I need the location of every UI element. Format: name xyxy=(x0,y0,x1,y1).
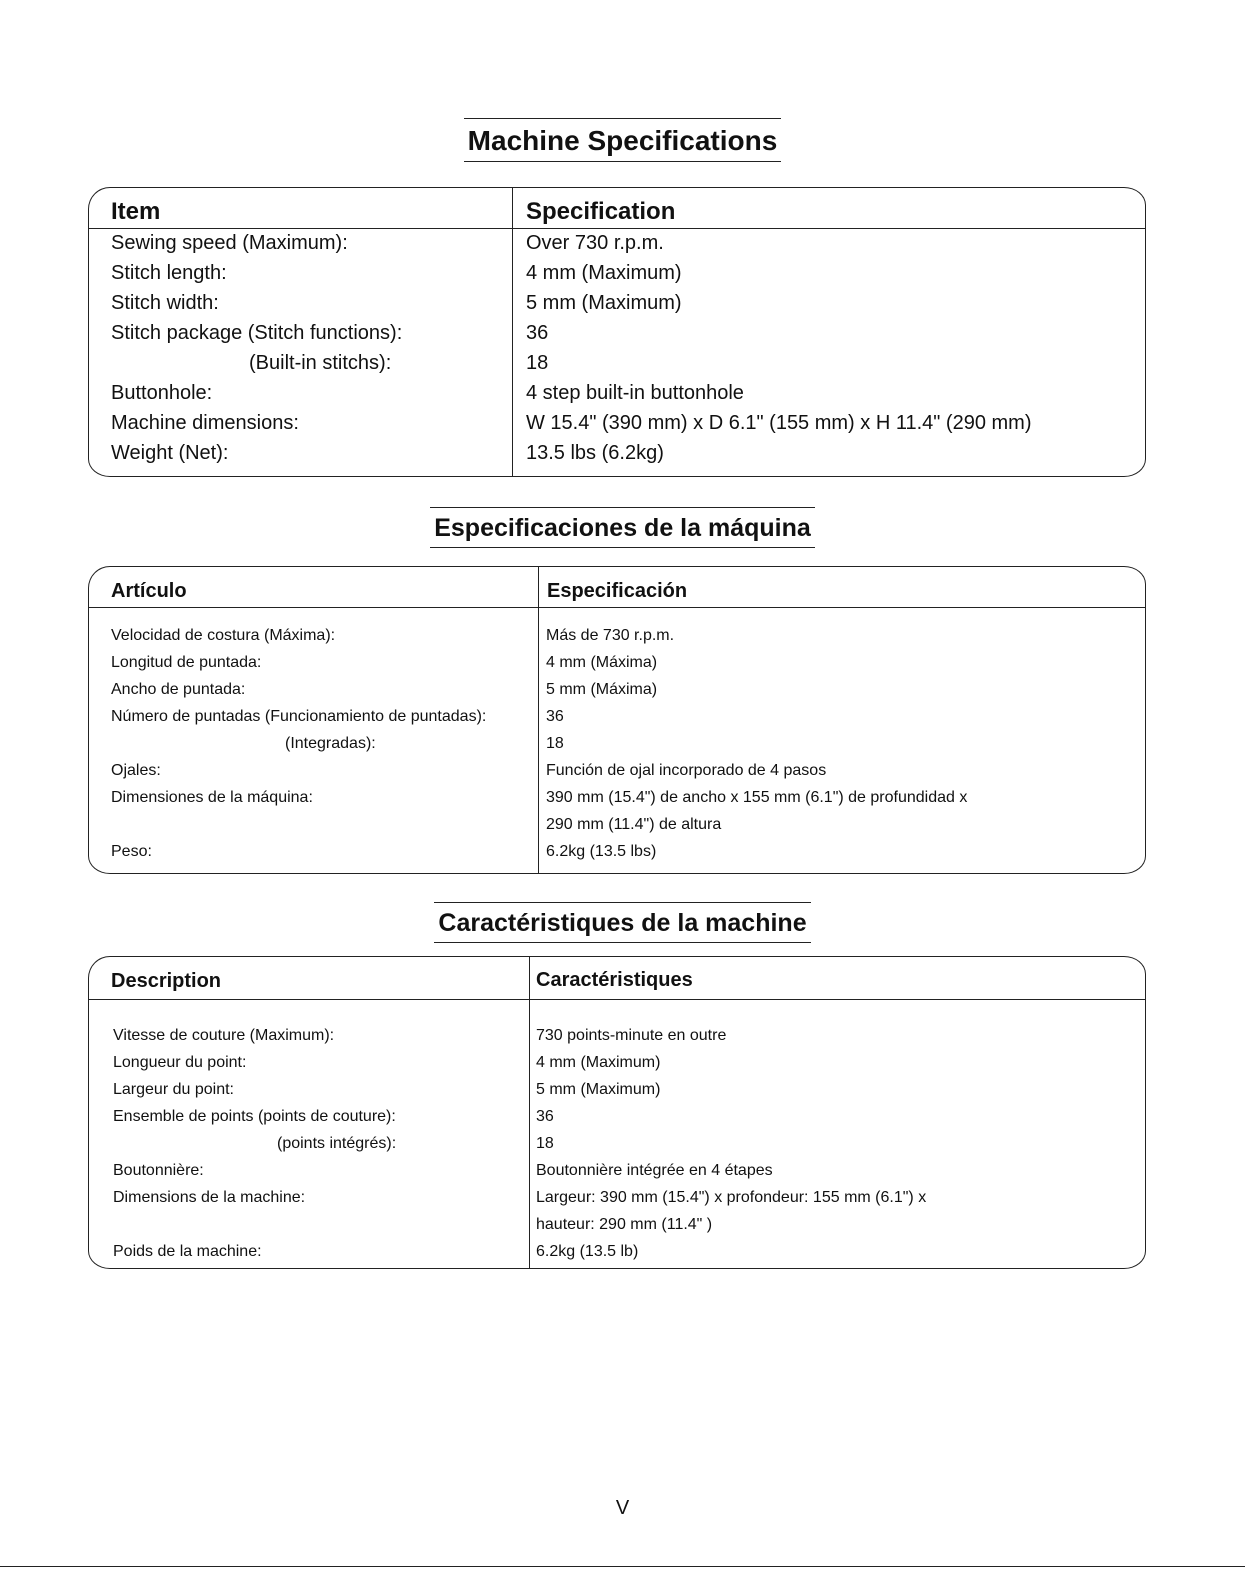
row-spec-value: 730 points-minute en outre xyxy=(536,1027,727,1044)
table-row xyxy=(89,708,1145,735)
row-item-label: Machine dimensions: xyxy=(111,412,299,434)
spanish-section-title xyxy=(0,507,1245,548)
row-item-label: Vitesse de couture (Maximum): xyxy=(113,1027,335,1044)
table-row xyxy=(89,442,1145,472)
french-header-item: Description xyxy=(111,970,222,992)
spanish-header-item: Artículo xyxy=(111,580,187,602)
french-table-header xyxy=(89,957,1145,1000)
row-spec-value: 4 mm (Maximum) xyxy=(526,262,682,284)
row-item-label: Poids de la machine: xyxy=(113,1243,262,1260)
table-row xyxy=(89,1108,1145,1135)
row-spec-value: 36 xyxy=(536,1108,554,1125)
row-spec-value: 6.2kg (13.5 lb) xyxy=(536,1243,639,1260)
row-spec-value: Over 730 r.p.m. xyxy=(526,232,664,254)
table-row xyxy=(89,352,1145,382)
english-table-header xyxy=(89,188,1145,229)
spanish-table-header xyxy=(89,567,1145,608)
row-spec-value: W 15.4" (390 mm) x D 6.1" (155 mm) x H 11.4" (290 mm) xyxy=(526,412,1032,434)
row-spec-value: 18 xyxy=(536,1135,554,1152)
table-row xyxy=(89,1135,1145,1162)
row-spec-value: Función de ojal incorporado de 4 pasos xyxy=(546,762,827,779)
row-item-label: Peso: xyxy=(111,843,152,860)
english-header-item: Item xyxy=(111,198,161,225)
row-item-label: Ancho de puntada: xyxy=(111,681,246,698)
row-spec-value: 36 xyxy=(546,708,564,725)
table-row xyxy=(89,292,1145,322)
table-row xyxy=(89,654,1145,681)
row-item-label: Weight (Net): xyxy=(111,442,229,464)
french-spec-table xyxy=(88,956,1146,1269)
table-row xyxy=(89,1162,1145,1189)
row-spec-value: 390 mm (15.4") de ancho x 155 mm (6.1") de profundidad x xyxy=(546,789,968,806)
english-section-title xyxy=(0,118,1245,162)
spanish-title-text: Especificaciones de la máquina xyxy=(430,507,815,548)
table-row xyxy=(89,762,1145,789)
row-item-label: Boutonnière: xyxy=(113,1162,204,1179)
french-section-title xyxy=(0,902,1245,943)
table-row xyxy=(89,412,1145,442)
spanish-header-spec: Especificación xyxy=(547,580,688,602)
row-item-label: (Integradas): xyxy=(285,735,376,752)
table-row xyxy=(89,735,1145,762)
row-spec-value: 13.5 lbs (6.2kg) xyxy=(526,442,664,464)
row-item-label: Ojales: xyxy=(111,762,161,779)
row-spec-value: 6.2kg (13.5 lbs) xyxy=(546,843,657,860)
row-item-label: Ensemble de points (points de couture): xyxy=(113,1108,396,1125)
row-item-label: Longueur du point: xyxy=(113,1054,247,1071)
row-spec-value: 290 mm (11.4") de altura xyxy=(546,816,722,833)
table-row xyxy=(89,1054,1145,1081)
french-header-spec: Caractéristiques xyxy=(536,969,693,991)
table-row xyxy=(89,681,1145,708)
row-spec-value: 36 xyxy=(526,322,549,344)
table-row xyxy=(89,1189,1145,1216)
row-spec-value: 5 mm (Maximum) xyxy=(536,1081,661,1098)
row-item-label: Stitch package (Stitch functions): xyxy=(111,322,403,344)
row-item-label: Stitch length: xyxy=(111,262,227,284)
table-row xyxy=(89,627,1145,654)
row-spec-value: 4 step built-in buttonhole xyxy=(526,382,744,404)
row-spec-value: Largeur: 390 mm (15.4") x profondeur: 155 mm (6.1") x xyxy=(536,1189,927,1206)
table-row xyxy=(89,1243,1145,1270)
row-spec-value: hauteur: 290 mm (11.4" ) xyxy=(536,1216,713,1233)
row-item-label: Longitud de puntada: xyxy=(111,654,262,671)
table-row xyxy=(89,1216,1145,1243)
table-row xyxy=(89,1081,1145,1108)
row-spec-value: Más de 730 r.p.m. xyxy=(546,627,675,644)
row-spec-value: 5 mm (Máxima) xyxy=(546,681,658,698)
row-spec-value: Boutonnière intégrée en 4 étapes xyxy=(536,1162,773,1179)
row-spec-value: 5 mm (Maximum) xyxy=(526,292,682,314)
english-header-spec: Specification xyxy=(526,198,676,225)
row-spec-value: 4 mm (Maximum) xyxy=(536,1054,661,1071)
table-row xyxy=(89,262,1145,292)
row-spec-value: 18 xyxy=(546,735,564,752)
french-title-text: Caractéristiques de la machine xyxy=(434,902,810,943)
row-item-label: Dimensiones de la máquina: xyxy=(111,789,313,806)
table-row xyxy=(89,789,1145,816)
row-item-label: Velocidad de costura (Máxima): xyxy=(111,627,336,644)
footer-rule xyxy=(0,1566,1245,1567)
english-spec-table xyxy=(88,187,1146,477)
row-item-label: (points intégrés): xyxy=(277,1135,397,1152)
row-spec-value: 4 mm (Máxima) xyxy=(546,654,658,671)
row-item-label: Número de puntadas (Funcionamiento de puntadas): xyxy=(111,708,487,725)
table-row xyxy=(89,322,1145,352)
page-number: V xyxy=(615,1497,630,1519)
row-item-label: (Built-in stitchs): xyxy=(249,352,392,374)
table-row xyxy=(89,1027,1145,1054)
table-row xyxy=(89,816,1145,843)
row-spec-value: 18 xyxy=(526,352,549,374)
row-item-label: Largeur du point: xyxy=(113,1081,234,1098)
table-row xyxy=(89,843,1145,870)
english-title-text: Machine Specifications xyxy=(464,118,782,162)
table-row xyxy=(89,232,1145,262)
row-item-label: Buttonhole: xyxy=(111,382,213,404)
table-row xyxy=(89,382,1145,412)
spanish-spec-table xyxy=(88,566,1146,874)
row-item-label: Sewing speed (Maximum): xyxy=(111,232,348,254)
row-item-label: Stitch width: xyxy=(111,292,219,314)
row-item-label: Dimensions de la machine: xyxy=(113,1189,306,1206)
